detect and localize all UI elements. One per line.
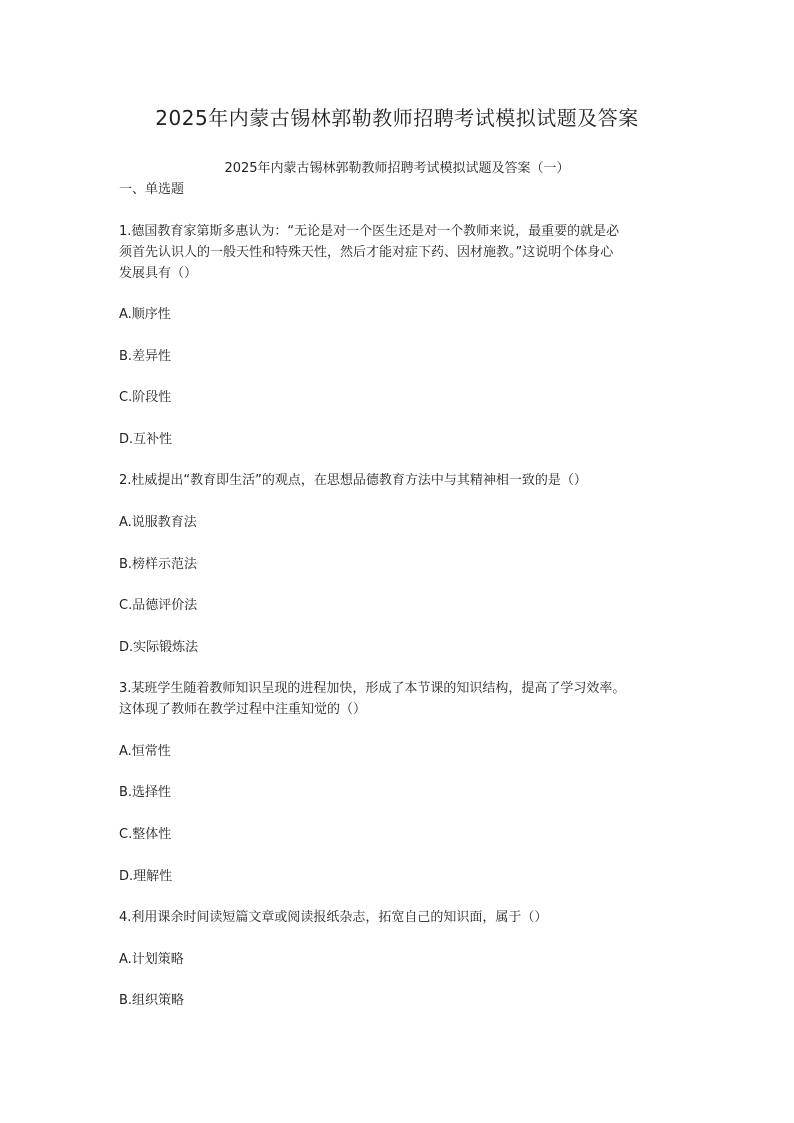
question-3-option-a: A.恒常性 — [119, 744, 171, 759]
question-2-option-c: C.品德评价法 — [119, 598, 198, 613]
question-3-option-b: B.选择性 — [119, 785, 172, 800]
question-2-option-b: B.榜样示范法 — [119, 557, 198, 572]
question-4-option-b: B.组织策略 — [119, 993, 185, 1008]
question-4-option-a: A.计划策略 — [119, 952, 184, 967]
question-1-line-3: 发展具有（） — [119, 266, 198, 281]
section-heading: 一、单选题 — [119, 182, 185, 197]
question-3-option-d: D.理解性 — [119, 869, 173, 884]
question-2-option-d: D.实际锻炼法 — [119, 640, 199, 655]
question-1-option-a: A.顺序性 — [119, 307, 171, 322]
question-1-option-c: C.阶段性 — [119, 390, 172, 405]
question-2-option-a: A.说服教育法 — [119, 515, 197, 530]
question-1-option-b: B.差异性 — [119, 349, 172, 364]
question-4-line-1: 4.利用课余时间读短篇文章或阅读报纸杂志，拓宽自己的知识面，属于（） — [119, 910, 548, 925]
question-3-line-2: 这体现了教师在教学过程中注重知觉的（） — [119, 702, 367, 717]
question-2-line-1: 2.杜威提出“教育即生活”的观点，在思想品德教育方法中与其精神相一致的是（） — [119, 473, 587, 488]
question-3-option-c: C.整体性 — [119, 827, 172, 842]
question-1-line-1: 1.德国教育家第斯多惠认为：“无论是对一个医生还是对一个教师来说，最重要的就是必 — [119, 224, 620, 239]
question-1-line-2: 须首先认识人的一般天性和特殊天性，然后才能对症下药、因材施教。”这说明个体身心 — [119, 245, 614, 260]
document-subtitle: 2025年内蒙古锡林郭勒教师招聘考试模拟试题及答案（一） — [224, 161, 570, 176]
question-1-option-d: D.互补性 — [119, 432, 173, 447]
question-3-line-1: 3.某班学生随着教师知识呈现的进程加快，形成了本节课的知识结构，提高了学习效率。 — [119, 681, 626, 696]
document-title: 2025年内蒙古锡林郭勒教师招聘考试模拟试题及答案 — [155, 106, 639, 130]
